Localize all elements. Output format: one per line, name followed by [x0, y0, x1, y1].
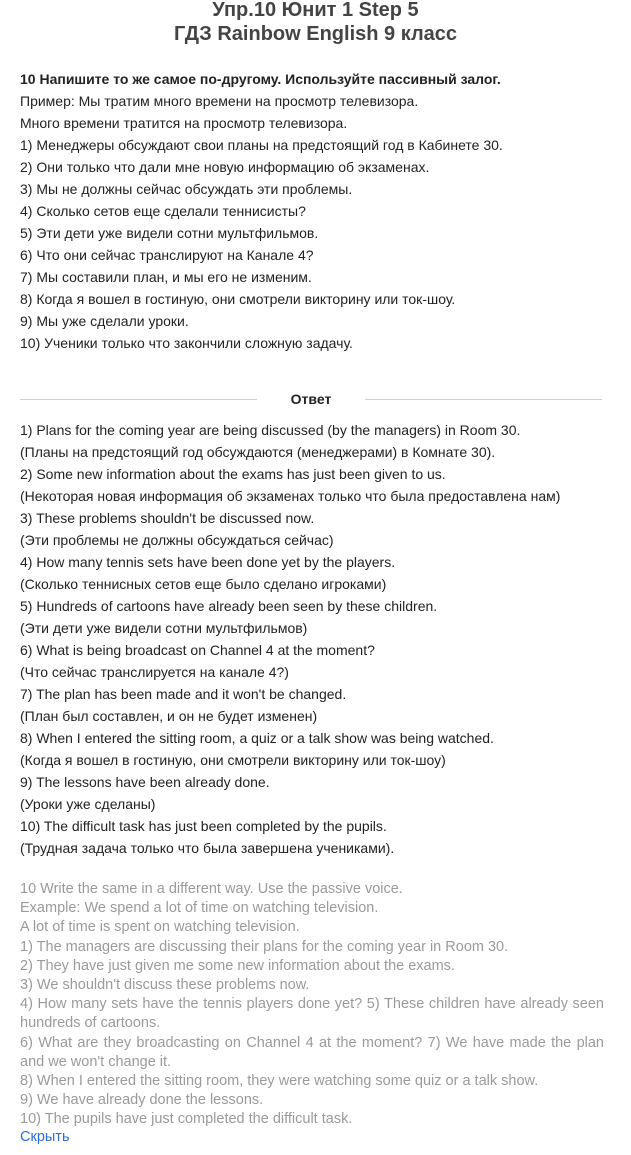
title-line-1: Упр.10 Юнит 1 Step 5 [212, 0, 419, 21]
answer-line: 8) When I entered the sitting room, a quiz or a talk show was being watched. [20, 730, 494, 746]
hide-link[interactable]: Скрыть [20, 1129, 70, 1145]
answer-line: (Уроки уже сделаны) [20, 796, 156, 812]
answer-label: Ответ [290, 391, 332, 407]
answer-line: (Что сейчас транслируется на канале 4?) [20, 664, 289, 680]
english-line: Example: We spend a lot of time on watching television. [20, 900, 379, 917]
answer-line: (План был составлен, и он не будет изменен) [20, 708, 318, 724]
task-line: 7) Мы составили план, и мы его не изменим. [20, 269, 312, 285]
answer-divider [20, 388, 602, 410]
answer-line: (Планы на предстоящий год обсуждаются (менеджерами) в Комнате 30). [20, 444, 496, 460]
task-line: 5) Эти дети уже видели сотни мультфильмов. [20, 225, 319, 241]
divider-rule-right [365, 399, 602, 400]
answer-line: (Эти проблемы не должны обсуждаться сейчас) [20, 532, 334, 548]
task-line: 1) Менеджеры обсуждают свои планы на предстоящий год в Кабинете 30. [20, 137, 503, 153]
english-line: 6) What are they broadcasting on Channel 4 at the moment? 7) We have made the plan and we won't change it. [20, 1034, 604, 1070]
answer-block [20, 419, 620, 859]
answer-line: 3) These problems shouldn't be discussed now. [20, 510, 315, 526]
english-line: 10) The pupils have just completed the difficult task. [20, 1111, 353, 1128]
title-line-2: ГДЗ Rainbow English 9 класс [173, 23, 458, 45]
english-line: 2) They have just given me some new information about the exams. [20, 957, 455, 974]
task-line: 10) Ученики только что закончили сложную задачу. [20, 335, 353, 351]
english-line: 8) When I entered the sitting room, they were watching some quiz or a talk show. [20, 1073, 539, 1090]
task-russian [20, 68, 620, 354]
task-line: Пример: Мы тратим много времени на просмотр телевизора. [20, 93, 419, 109]
answer-line: (Эти дети уже видели сотни мультфильмов) [20, 620, 308, 636]
answer-line: 4) How many tennis sets have been done yet by the players. [20, 554, 396, 570]
answer-line: 6) What is being broadcast on Channel 4 at the moment? [20, 642, 375, 658]
english-task [20, 880, 604, 1130]
answer-line: 7) The plan has been made and it won't be changed. [20, 686, 347, 702]
answer-line: 9) The lessons have been already done. [20, 774, 270, 790]
answer-line: 1) Plans for the coming year are being discussed (by the managers) in Room 30. [20, 422, 521, 438]
task-line: 6) Что они сейчас транслируют на Канале 4? [20, 247, 314, 263]
english-line: 1) The managers are discussing their plans for the coming year in Room 30. [20, 938, 509, 955]
task-line: 8) Когда я вошел в гостиную, они смотрели викторину или ток-шоу. [20, 291, 456, 307]
answer-line: (Трудная задача только что была завершена учениками). [20, 840, 395, 856]
task-heading: 10 Напишите то же самое по-другому. Используйте пассивный залог. [20, 71, 501, 87]
english-line: 4) How many sets have the tennis players done yet? 5) These children have already seen hundreds of cartoons. [20, 996, 604, 1032]
task-line: 3) Мы не должны сейчас обсуждать эти проблемы. [20, 181, 353, 197]
english-line: 9) We have already done the lessons. [20, 1092, 264, 1109]
answer-line: (Некоторая новая информация об экзаменах только что была предоставлена нам) [20, 488, 561, 504]
answer-line: (Сколько теннисных сетов еще было сделано игроками) [20, 576, 387, 592]
task-line: 4) Сколько сетов еще сделали теннисисты? [20, 203, 306, 219]
english-line: 3) We shouldn't discuss these problems now. [20, 977, 310, 994]
answer-line: 10) The difficult task has just been completed by the pupils. [20, 818, 387, 834]
answer-line: 5) Hundreds of cartoons have already been seen by these children. [20, 598, 438, 614]
task-line: 2) Они только что дали мне новую информацию об экзаменах. [20, 159, 430, 175]
answer-line: 2) Some new information about the exams has just been given to us. [20, 466, 446, 482]
task-line: 9) Мы уже сделали уроки. [20, 313, 189, 329]
answer-line: (Когда я вошел в гостиную, они смотрели викторину или ток-шоу) [20, 752, 446, 768]
english-line: 10 Write the same in a different way. Use the passive voice. [20, 881, 403, 897]
english-line: A lot of time is spent on watching television. [20, 919, 300, 936]
task-line: Много времени тратится на просмотр телевизора. [20, 115, 348, 131]
